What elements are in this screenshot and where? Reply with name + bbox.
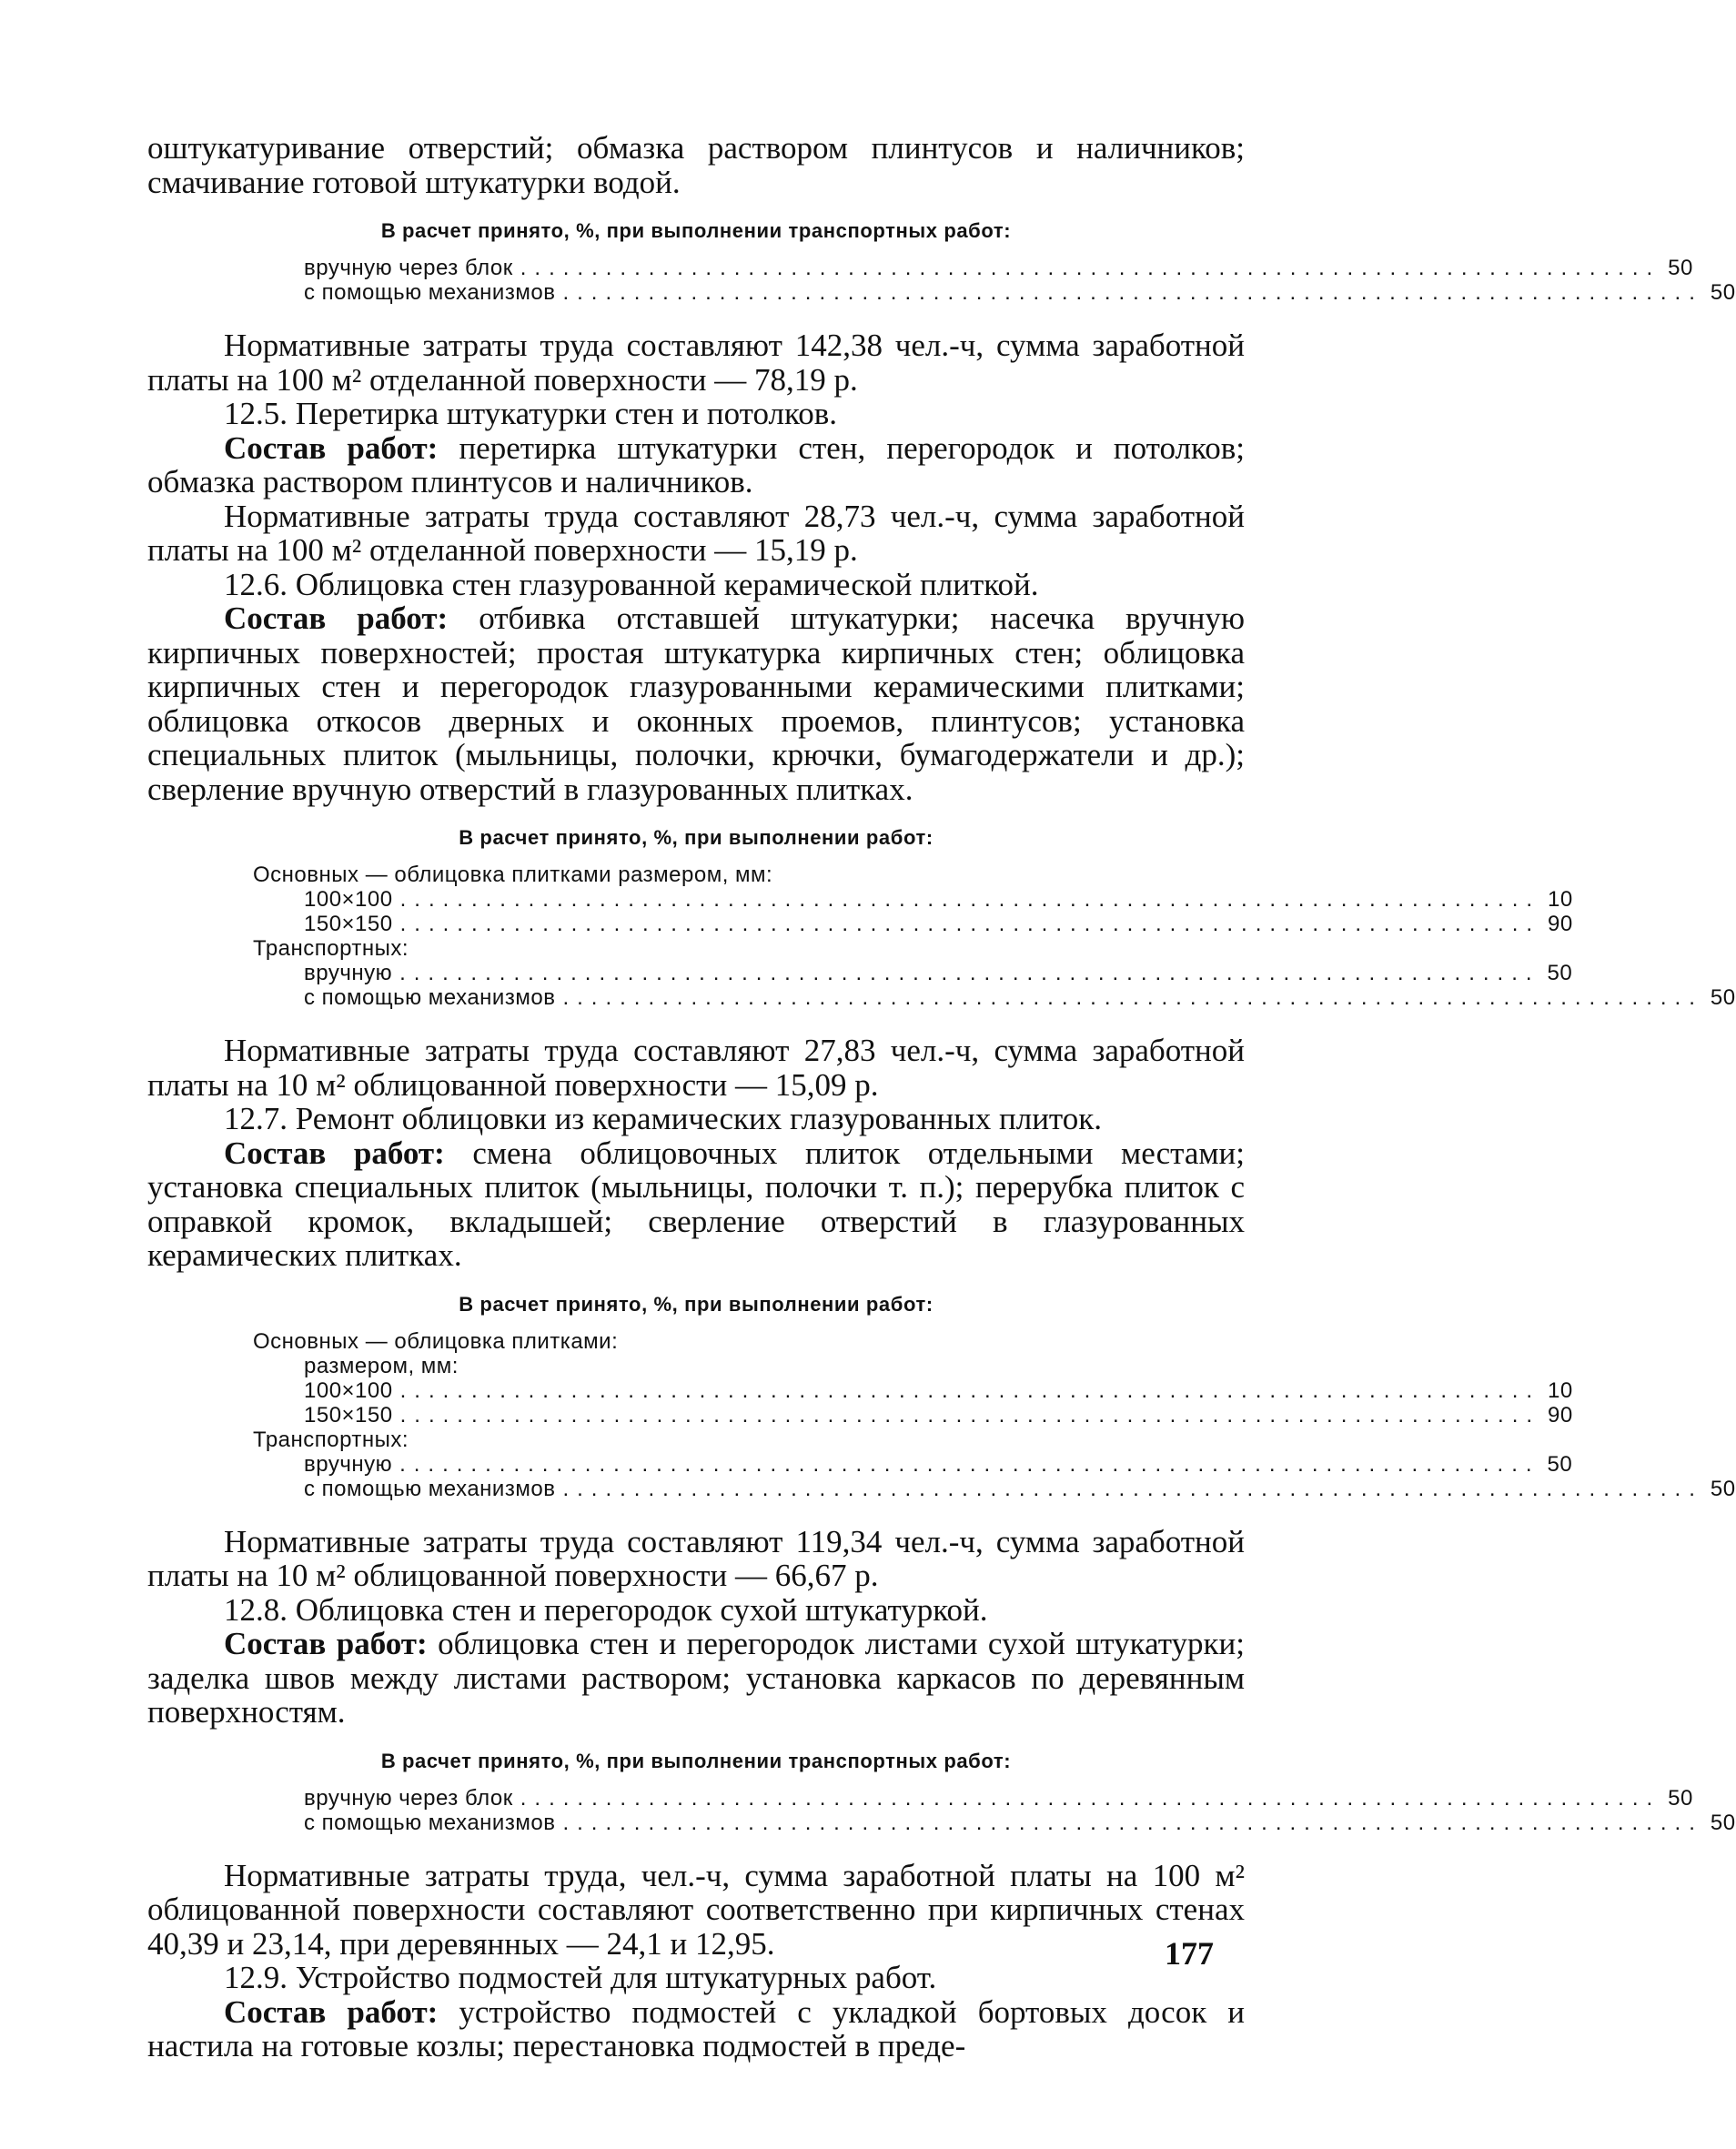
table-row <box>304 256 1693 280</box>
paragraph-text: Нормативные затраты труда составляют 119,34 чел.-ч, сумма заработной платы на 10 м² облицованной поверхности — 66,67 р. <box>147 1523 1245 1593</box>
row-value: 50 <box>1710 280 1736 305</box>
percent-table <box>253 863 1736 1010</box>
table-row <box>253 1402 1573 1428</box>
table-row <box>304 1785 1693 1811</box>
paragraph-text: облицовка стен и перегородок листами сухой штукатурки; заделка швов между листами раствором; установка каркасов по деревянным поверхностям. <box>147 1626 1245 1730</box>
paragraph-text: Нормативные затраты труда составляют 27,83 чел.-ч, сумма заработной платы на 10 м² облицованной поверхности — 15,09 р. <box>147 1033 1245 1103</box>
table-row <box>253 887 1573 912</box>
paragraph <box>147 1627 1245 1730</box>
paragraph <box>147 1136 1245 1273</box>
table-row <box>304 280 1736 305</box>
row-label: с помощью механизмов <box>304 280 556 305</box>
section-label: Состав работ: <box>224 1135 445 1171</box>
paragraph-text: Нормативные затраты труда составляют 142,38 чел.-ч, сумма заработной платы на 100 м² отделанной поверхности — 78,19 р. <box>147 328 1245 398</box>
row-label: 100×100 <box>304 1377 393 1403</box>
table-row <box>253 961 1573 985</box>
paragraph <box>147 431 1245 499</box>
table-row <box>253 985 1736 1010</box>
paragraph <box>147 601 1245 806</box>
table-group-heading: Транспортных: <box>253 1427 409 1452</box>
paragraph <box>147 1961 1245 1995</box>
row-label: 100×100 <box>304 887 393 912</box>
dot-leader: ................................................................................ <box>520 256 1661 280</box>
table-caption: В расчет принято, %, при выполнении работ: <box>459 1292 934 1316</box>
paragraph-text: смена облицовочных плиток отдельными местами; установка специальных плиток (мыльницы, полочки т. п.); перерубка плиток с оправкой кромок, вкладышей; сверление отверстий в глазурованных керамических плитках. <box>147 1135 1246 1273</box>
row-label: 150×150 <box>304 1402 393 1428</box>
table-row <box>253 912 1573 936</box>
row-label: 150×150 <box>304 912 393 936</box>
row-value: 90 <box>1548 1402 1573 1428</box>
table-group-heading: Основных — облицовка плитками: <box>253 1328 619 1354</box>
paragraph-text: отбивка отставшей штукатурки; насечка вручную кирпичных поверхностей; простая штукатурка кирпичных стен; облицовка кирпичных стен и перегородок глазурованными керамическими плитками; облицовка откосов дверных и оконных проемов, плинтусов; установка специальных плиток (мыльницы, полочки, крючки, бумагодержатели и др.); сверление вручную отверстий в глазурованных плитках. <box>147 600 1246 807</box>
row-value: 50 <box>1710 1476 1736 1501</box>
row-value: 10 <box>1548 887 1573 912</box>
section-label: Состав работ: <box>224 1626 428 1661</box>
row-label: вручную <box>304 961 393 985</box>
dot-leader: ................................................................................ <box>399 887 1541 912</box>
section-label: Состав работ: <box>224 600 449 636</box>
paragraph <box>147 1593 1245 1628</box>
paragraph <box>147 131 1245 199</box>
row-value: 50 <box>1668 256 1693 280</box>
table-row <box>253 1476 1736 1501</box>
paragraph <box>147 1525 1245 1593</box>
paragraph-text: Нормативные затраты труда составляют 28,73 чел.-ч, сумма заработной платы на 100 м² отделанной поверхности — 15,19 р. <box>147 498 1245 568</box>
paragraph <box>147 1102 1245 1136</box>
row-value: 50 <box>1710 985 1736 1010</box>
dot-leader: ................................................................................ <box>562 1476 1703 1501</box>
paragraph <box>147 1859 1245 1962</box>
paragraph <box>147 1995 1245 2063</box>
paragraph <box>147 568 1245 602</box>
paragraph-text: 12.7. Ремонт облицовки из керамических глазурованных плиток. <box>224 1101 1103 1136</box>
table-caption: В расчет принято, %, при выполнении работ: <box>459 826 934 849</box>
row-label: с помощью механизмов <box>304 1476 556 1501</box>
page-number: 177 <box>1165 1935 1214 1972</box>
row-label: вручную через блок <box>304 1785 513 1811</box>
row-value: 50 <box>1710 1810 1736 1835</box>
paragraph-text: 12.8. Облицовка стен и перегородок сухой штукатуркой. <box>224 1591 988 1628</box>
paragraph <box>147 328 1245 397</box>
row-value: 50 <box>1668 1785 1693 1811</box>
row-value: 50 <box>1547 1451 1573 1477</box>
row-value: 90 <box>1548 912 1573 936</box>
paragraph-text: 12.5. Перетирка штукатурки стен и потолков. <box>224 396 838 431</box>
paragraph <box>147 499 1245 568</box>
paragraph-text: перетирка штукатурки стен, перегородок и потолков; обмазка раствором плинтусов и наличников. <box>147 429 1245 499</box>
dot-leader: ................................................................................ <box>399 1377 1541 1403</box>
paragraph-text: Нормативные затраты труда, чел.-ч, сумма заработной платы на 100 м² облицованной поверхности составляют соответственно при кирпичных стенах 40,39 и 23,14, при деревянных — 24,1 и 12,95. <box>147 1857 1245 1962</box>
paragraph <box>147 1034 1245 1102</box>
paragraph-text: 12.9. Устройство подмостей для штукатурных работ. <box>224 1960 937 1995</box>
dot-leader: ................................................................................ <box>399 961 1540 985</box>
table-row <box>304 1810 1736 1835</box>
paragraph-text: устройство подмостей с укладкой бортовых досок и настила на готовые козлы; перестановка подмостей в преде- <box>147 1993 1245 2063</box>
row-value: 10 <box>1548 1377 1573 1403</box>
percent-table <box>304 256 1736 305</box>
table-group-heading: Основных — облицовка плитками размером, мм: <box>253 863 773 887</box>
row-label: с помощью механизмов <box>304 985 556 1010</box>
paragraph <box>147 397 1245 431</box>
row-label: вручную <box>304 1451 393 1477</box>
table-row <box>253 1451 1573 1477</box>
table-caption: В расчет принято, %, при выполнении транспортных работ: <box>380 219 1012 242</box>
percent-table <box>304 1785 1736 1835</box>
row-value: 50 <box>1547 961 1573 985</box>
dot-leader: ................................................................................ <box>562 280 1703 305</box>
percent-table <box>253 1328 1736 1501</box>
dot-leader: ................................................................................ <box>520 1785 1661 1811</box>
row-label: вручную через блок <box>304 256 513 280</box>
section-label: Состав работ: <box>224 1993 439 2030</box>
dot-leader: ................................................................................ <box>562 985 1703 1010</box>
table-row <box>253 1377 1573 1403</box>
table-caption: В расчет принято, %, при выполнении транспортных работ: <box>380 1749 1012 1772</box>
table-group-heading: размером, мм: <box>304 1353 459 1378</box>
dot-leader: ................................................................................ <box>399 1451 1540 1477</box>
row-label: с помощью механизмов <box>304 1810 556 1835</box>
table-group-heading: Транспортных: <box>253 936 409 961</box>
dot-leader: ................................................................................ <box>399 912 1541 936</box>
page-text <box>147 130 1736 2063</box>
section-label: Состав работ: <box>224 429 439 466</box>
paragraph-text: 12.6. Облицовка стен глазурованной керамической плиткой. <box>224 566 1039 602</box>
dot-leader: ................................................................................ <box>399 1402 1541 1428</box>
paragraph-text: оштукатуривание отверстий; обмазка раствором плинтусов и наличников; смачивание готовой штукатурки водой. <box>147 130 1245 200</box>
dot-leader: ................................................................................ <box>562 1810 1703 1835</box>
